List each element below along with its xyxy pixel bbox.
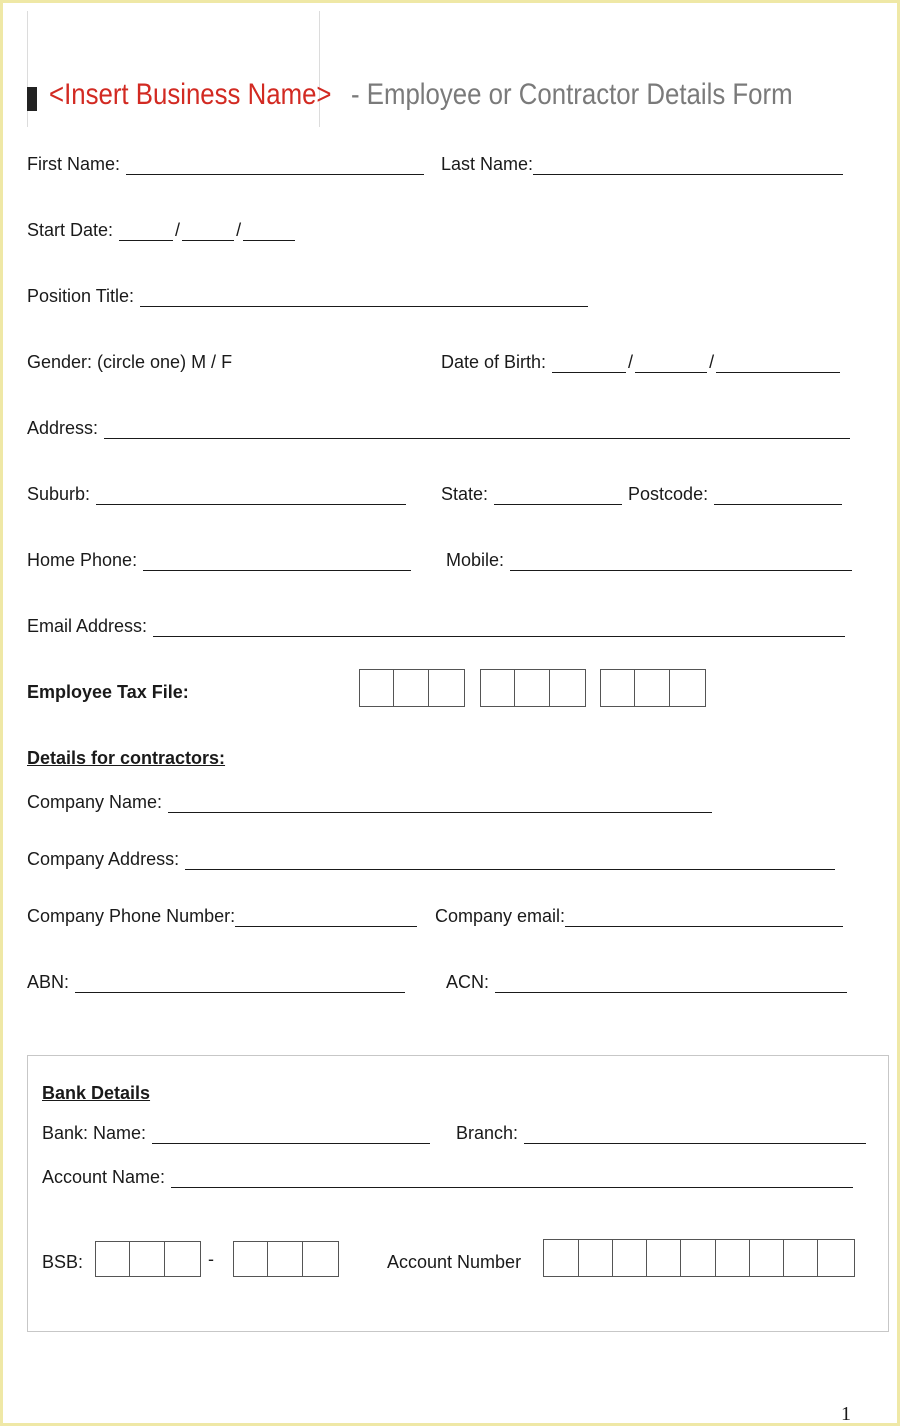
address-field[interactable] [104,421,850,439]
company-phone-row [27,905,417,927]
digit-box[interactable] [394,670,428,706]
digit-box[interactable] [550,670,585,706]
company-name-field[interactable] [168,795,712,813]
digit-box[interactable] [613,1240,648,1276]
digit-box[interactable] [96,1242,130,1276]
email-label: Email Address: [27,616,148,636]
postcode-field[interactable] [714,487,842,505]
digit-box[interactable] [130,1242,164,1276]
position-title-row [27,285,588,307]
page-number: 1 [841,1403,851,1425]
abn-field[interactable] [75,975,405,993]
date-separator: / [175,220,181,240]
abn-row [27,971,405,993]
contractors-heading: Details for contractors: [27,748,226,768]
start-date-label: Start Date: [27,220,114,240]
digit-box[interactable] [579,1240,613,1276]
start-date-year-field[interactable] [243,223,295,241]
postcode-label: Postcode: [628,484,709,504]
gender-row [27,351,232,373]
account-name-label: Account Name: [42,1167,166,1187]
home-phone-row [27,549,411,571]
mobile-label: Mobile: [446,550,505,570]
digit-box[interactable] [303,1242,338,1276]
digit-box[interactable] [818,1240,854,1276]
account-number-row [387,1251,521,1273]
gender-label: Gender: (circle one) M / F [27,352,233,372]
digit-box[interactable] [544,1240,579,1276]
account-name-field[interactable] [171,1170,853,1188]
tax-file-label: Employee Tax File: [27,682,189,702]
bank-name-row [42,1122,430,1144]
company-address-field[interactable] [185,852,835,870]
state-label: State: [441,484,489,504]
start-date-day-field[interactable] [119,223,173,241]
last-name-label: Last Name: [441,154,534,174]
bsb-group-1[interactable] [95,1241,201,1277]
company-address-label: Company Address: [27,849,180,869]
date-separator: / [628,352,634,372]
digit-box[interactable] [234,1242,268,1276]
company-email-row [435,905,843,927]
account-number-boxes[interactable] [543,1239,855,1277]
dob-row [441,351,840,373]
bank-details-panel [27,1055,889,1332]
first-name-row [27,153,424,175]
suburb-label: Suburb: [27,484,91,504]
digit-box[interactable] [481,670,515,706]
home-phone-field[interactable] [143,553,411,571]
position-title-label: Position Title: [27,286,135,306]
digit-box[interactable] [681,1240,716,1276]
bsb-group-2[interactable] [233,1241,339,1277]
account-name-row [42,1166,853,1188]
digit-box[interactable] [268,1242,302,1276]
company-email-label: Company email: [435,906,566,926]
last-name-row [441,153,843,175]
branch-label: Branch: [456,1123,519,1143]
tax-file-group-2[interactable] [480,669,586,707]
tax-file-group-3[interactable] [600,669,706,707]
dob-day-field[interactable] [552,355,626,373]
contractors-heading-row [27,747,225,769]
digit-box[interactable] [635,670,669,706]
bsb-label: BSB: [42,1252,84,1272]
form-title-text: - Employee or Contractor Details Form [351,78,793,111]
company-name-label: Company Name: [27,792,163,812]
acn-row [446,971,847,993]
bank-name-label: Bank: Name: [42,1123,147,1143]
title-bullet-icon [27,87,37,111]
dob-year-field[interactable] [716,355,840,373]
email-field[interactable] [153,619,845,637]
company-phone-label: Company Phone Number: [27,906,236,926]
company-phone-field[interactable] [235,909,417,927]
digit-box[interactable] [165,1242,200,1276]
mobile-field[interactable] [510,553,852,571]
digit-box[interactable] [429,670,464,706]
digit-box[interactable] [360,670,394,706]
digit-box[interactable] [716,1240,750,1276]
acn-label: ACN: [446,972,490,992]
mobile-row [446,549,852,571]
bsb-row [42,1251,83,1273]
bsb-dash: - [208,1249,214,1269]
acn-field[interactable] [495,975,847,993]
bank-name-field[interactable] [152,1126,430,1144]
digit-box[interactable] [784,1240,818,1276]
account-number-label: Account Number [387,1252,522,1272]
suburb-field[interactable] [96,487,406,505]
dob-month-field[interactable] [635,355,707,373]
digit-box[interactable] [670,670,705,706]
state-row [441,483,842,505]
digit-box[interactable] [647,1240,681,1276]
bank-heading: Bank Details [42,1083,151,1103]
dob-label: Date of Birth: [441,352,547,372]
state-field[interactable] [494,487,622,505]
tax-file-row [27,681,189,703]
first-name-label: First Name: [27,154,121,174]
home-phone-label: Home Phone: [27,550,138,570]
branch-field[interactable] [524,1126,866,1144]
suburb-row [27,483,406,505]
abn-label: ABN: [27,972,70,992]
last-name-field[interactable] [533,157,843,175]
date-separator: / [709,352,715,372]
form-title [27,75,865,115]
company-name-row [27,791,712,813]
date-separator: / [236,220,242,240]
start-date-month-field[interactable] [182,223,234,241]
start-date-row [27,219,295,241]
position-title-field[interactable] [140,289,588,307]
email-row [27,615,845,637]
tax-file-group-1[interactable] [359,669,465,707]
digit-box[interactable] [515,670,549,706]
company-email-field[interactable] [565,909,843,927]
business-name-placeholder: <Insert Business Name> [49,78,332,111]
digit-box[interactable] [750,1240,785,1276]
bank-heading-row [42,1082,150,1104]
company-address-row [27,848,835,870]
branch-row [456,1122,866,1144]
digit-box[interactable] [601,670,635,706]
address-row [27,417,850,439]
address-label: Address: [27,418,99,438]
first-name-field[interactable] [126,157,424,175]
